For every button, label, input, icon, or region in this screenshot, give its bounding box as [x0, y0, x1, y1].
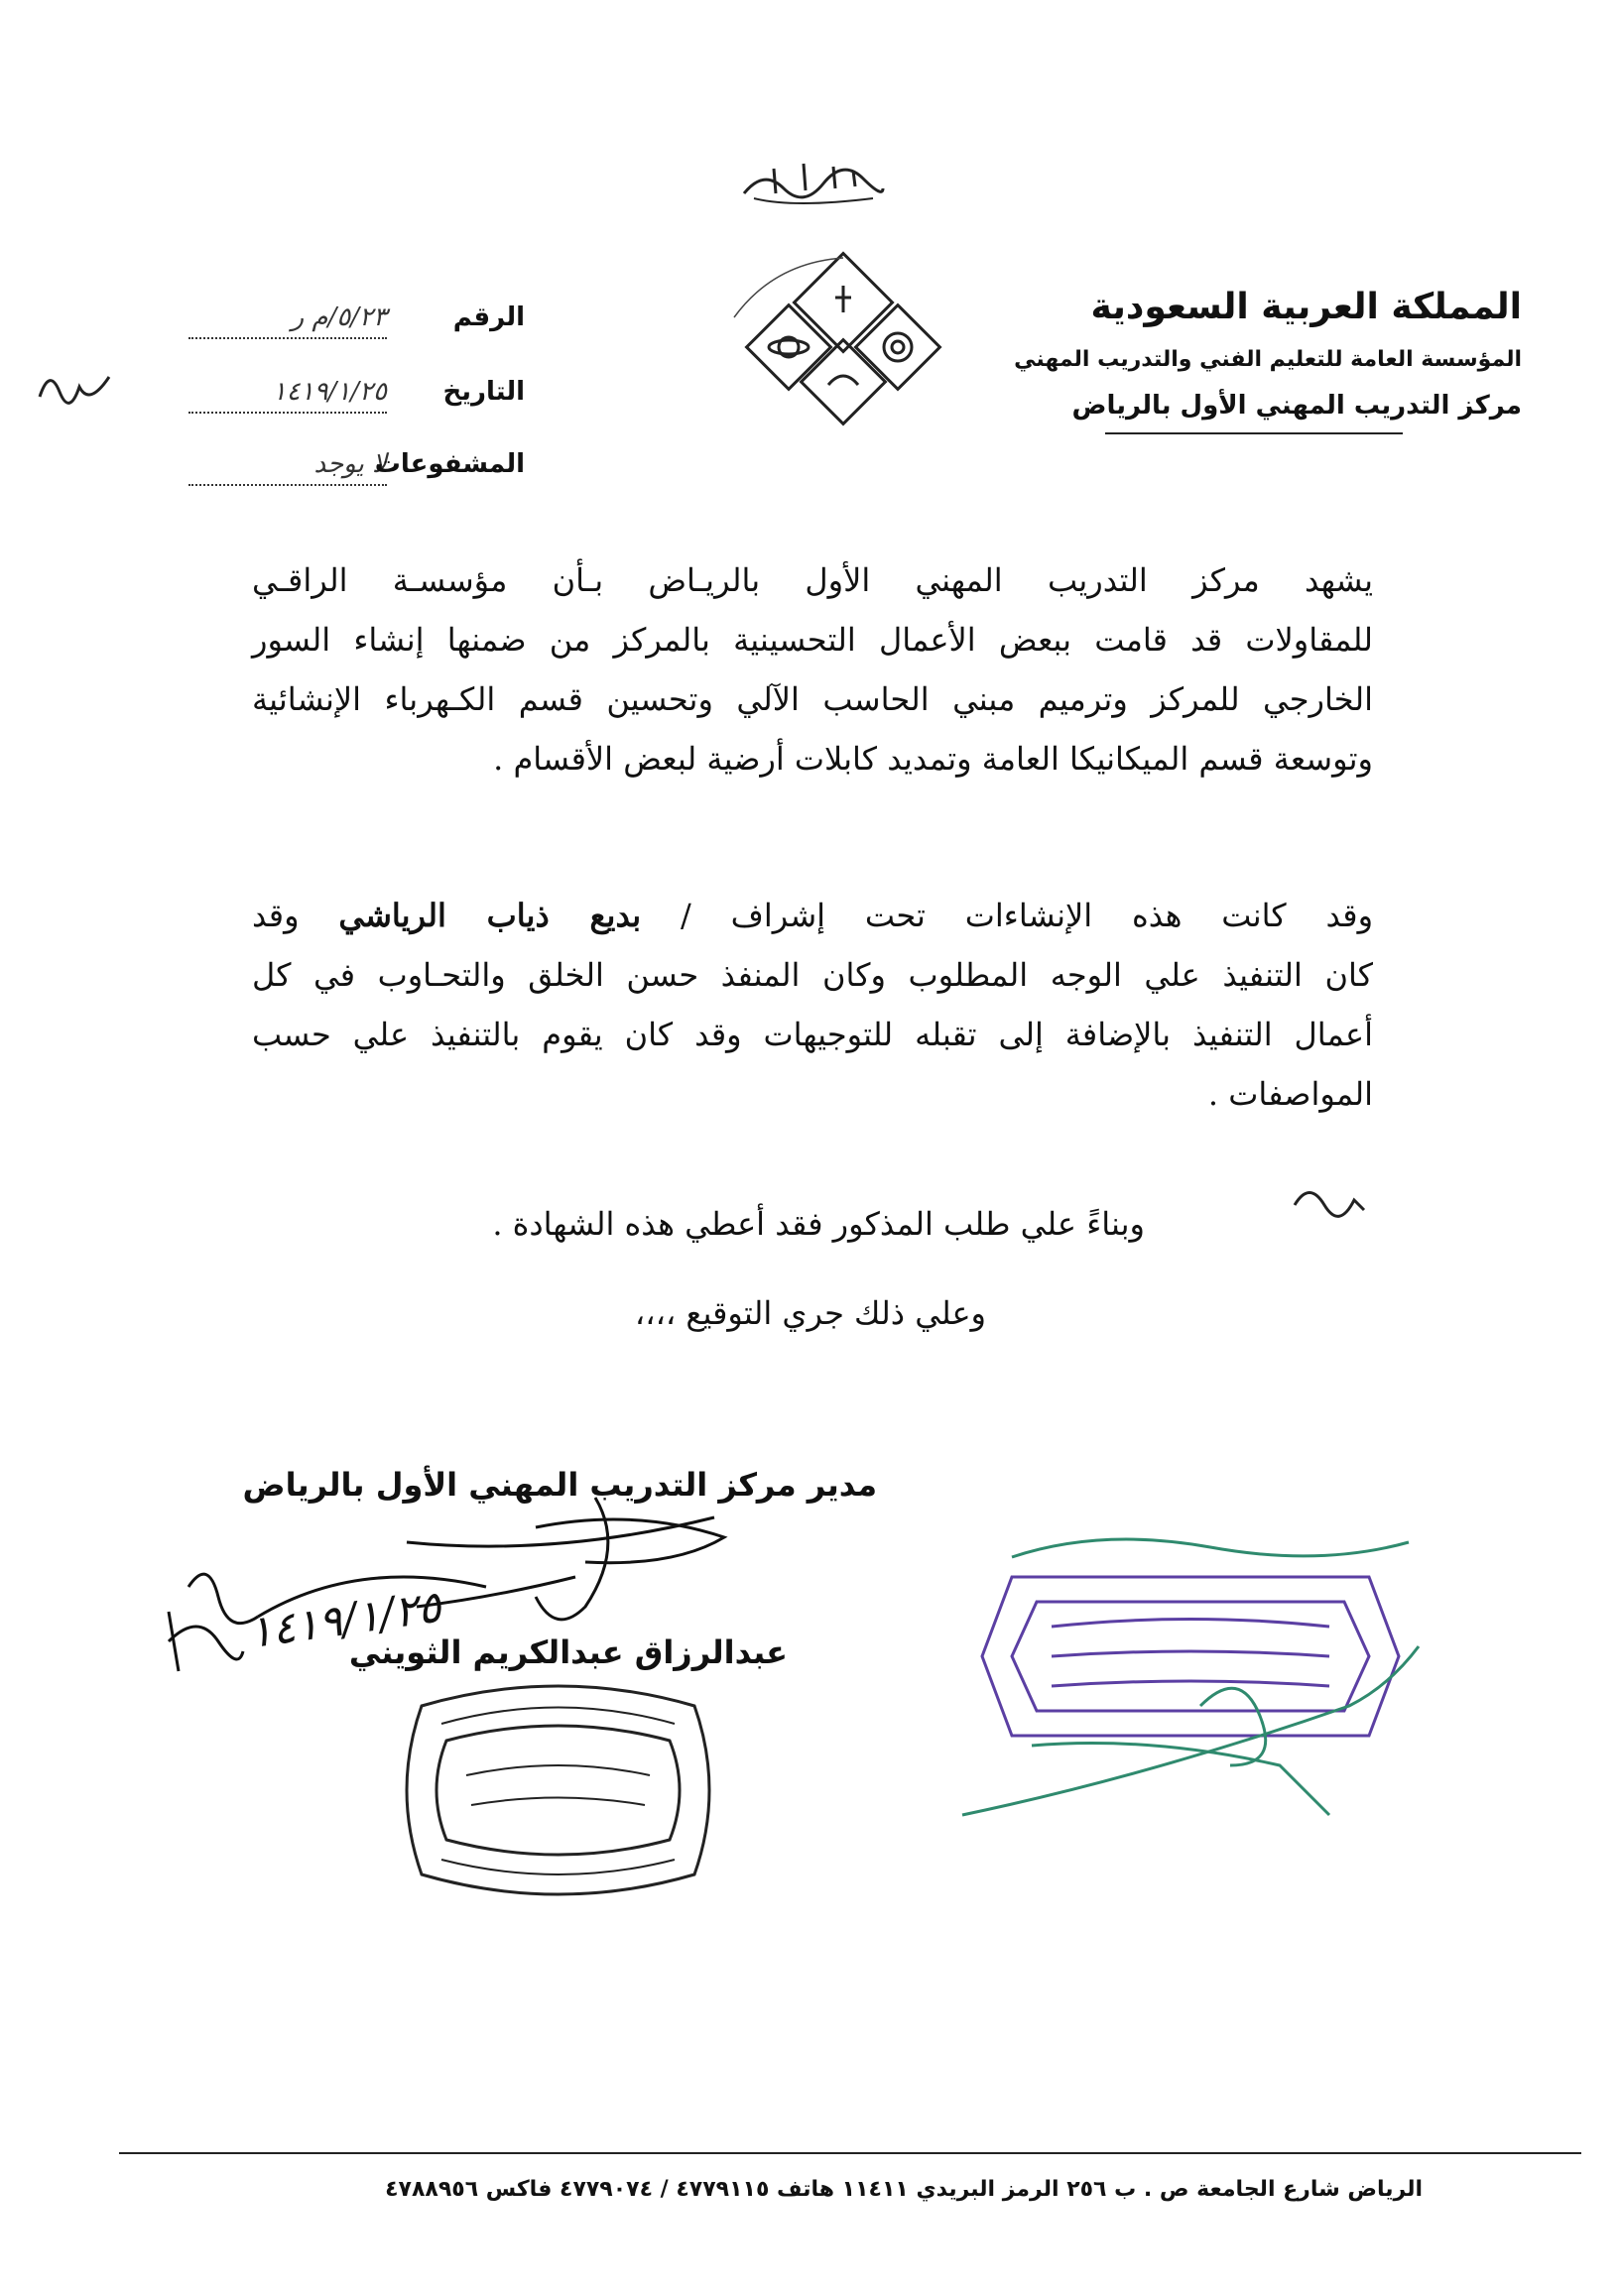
supervision-text-end: وقد	[252, 897, 300, 934]
attachments-field	[108, 444, 525, 486]
attachments-value: لا يوجد	[188, 444, 387, 486]
certificate-paragraph-2	[252, 886, 1373, 1124]
date-value: ١٤١٩/١/٢٥	[188, 372, 387, 414]
attachments-label: المشفوعات	[374, 449, 525, 479]
footer-divider	[119, 2152, 1581, 2154]
number-label: الرقم	[452, 302, 525, 332]
footer-address: الرياض شارع الجامعة ص . ب ٢٥٦ الرمز البريدي ١١٤١١ هاتف ٤٧٧٩١١٥ / ٤٧٧٩٠٧٤ فاكس ٤٧٨٨٩٥٦	[385, 2177, 1423, 2202]
number-value: ٥/٢٣/م ر	[188, 298, 387, 339]
center-name: مركز التدريب المهني الأول بالرياض	[1071, 391, 1522, 421]
body-line: كان التنفيذ علي الوجه المطلوب وكان المنفذ حسن الخلق والتحـاوب في كل	[252, 956, 1374, 994]
initials-signature	[30, 357, 119, 417]
director-name: عبدالرزاق عبدالكريم الثويني	[348, 1633, 788, 1671]
supervisor-name: بديع ذياب الرياشي	[338, 897, 642, 934]
institution-emblem-icon	[714, 258, 952, 436]
margin-initials	[1290, 1175, 1369, 1225]
institution-name: المؤسسة العامة للتعليم الفني والتدريب المهني	[1014, 347, 1522, 372]
grant-statement: وبناءً علي طلب المذكور فقد أعطي هذه الشهادة .	[492, 1205, 1145, 1243]
bismillah-calligraphy	[734, 149, 893, 218]
body-line	[252, 886, 1373, 945]
date-field	[108, 372, 525, 414]
letterhead	[1006, 278, 1522, 434]
date-label: التاريخ	[442, 377, 525, 407]
number-field	[108, 298, 525, 339]
body-line: المواصفات .	[1207, 1075, 1373, 1113]
director-title: مدير مركز التدريب المهني الأول بالرياض	[242, 1466, 877, 1504]
header-underline	[1105, 432, 1403, 434]
body-line: الخارجي للمركز وترميم مبني الحاسب الآلي وتحسين قسم الكـهرباء الإنشائية	[252, 680, 1373, 718]
body-line: أعمال التنفيذ بالإضافة إلى تقبله للتوجيهات وقد كان يقوم بالتنفيذ علي حسب	[252, 1016, 1373, 1053]
official-stamp-black	[382, 1666, 734, 1914]
body-line: للمقاولات قد قامت ببعض الأعمال التحسينية بالمركز من ضمنها إنشاء السور	[252, 621, 1373, 659]
handwritten-date: ١٤١٩/١/٢٥	[245, 1581, 444, 1659]
director-signature	[159, 1468, 873, 1696]
certificate-paragraph-1	[252, 550, 1373, 788]
signing-statement: وعلي ذلك جري التوقيع ،،،،	[634, 1294, 986, 1332]
side-initials	[159, 1602, 248, 1681]
supervision-text: وقد كانت هذه الإنشاءات تحت إشراف /	[681, 897, 1374, 934]
certified-copy-stamp	[952, 1517, 1429, 1845]
kingdom-title: المملكة العربية السعودية	[1090, 287, 1522, 327]
body-line: وتوسعة قسم الميكانيكا العامة وتمديد كابلات أرضية لبعض الأقسام .	[493, 740, 1373, 778]
body-line: يشهد مركز التدريب المهني الأول بالريـاض بـأن مؤسسـة الراقـي	[252, 561, 1373, 599]
